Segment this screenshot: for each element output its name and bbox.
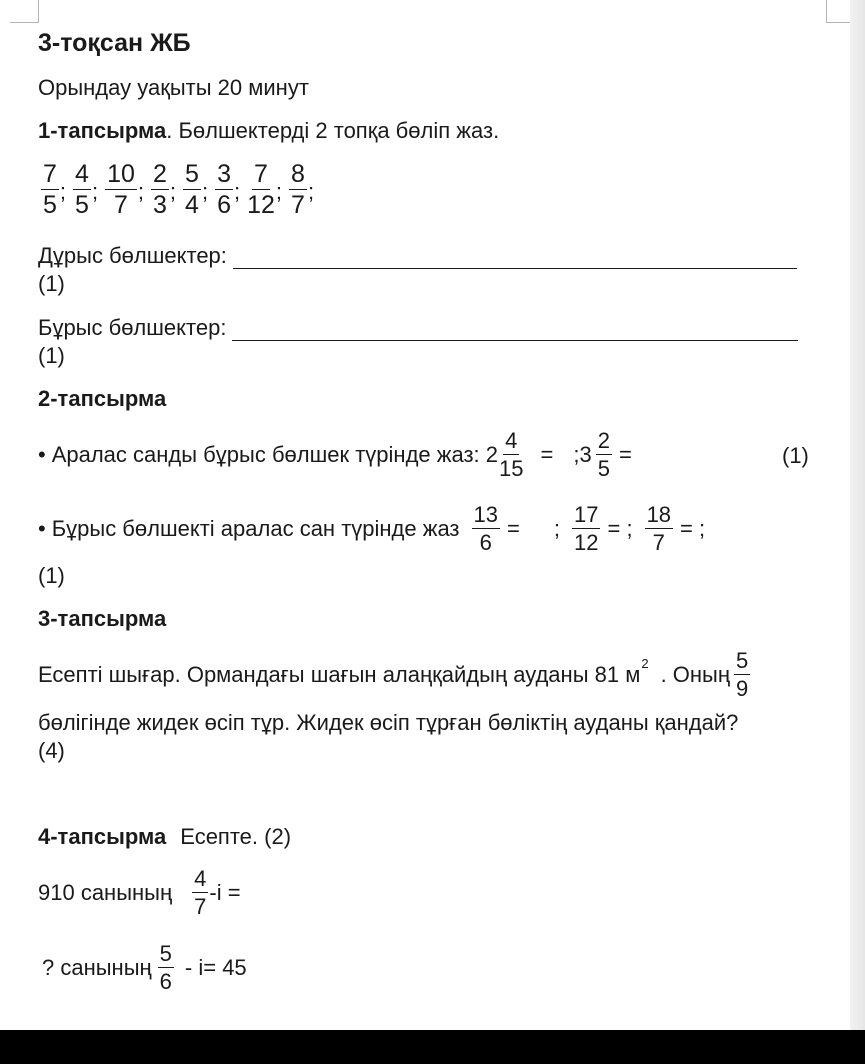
denominator: 12 <box>574 530 599 555</box>
task4-row2-text: ? санының <box>42 955 152 980</box>
numerator: 2 <box>153 160 167 188</box>
denominator: 6 <box>479 530 492 555</box>
fraction-list <box>40 160 320 220</box>
improper-answer-line[interactable] <box>232 320 798 341</box>
denominator: 5 <box>597 456 610 481</box>
equals-sign: = <box>540 442 554 467</box>
equals-sign: = <box>618 442 632 467</box>
denominator: 3 <box>153 191 167 219</box>
task2-line2 <box>38 501 705 557</box>
denominator: 12 <box>247 191 275 219</box>
denominator: 7 <box>652 530 665 555</box>
task3-heading <box>38 606 166 632</box>
denominator: 7 <box>194 894 207 919</box>
separator: ; <box>275 179 283 204</box>
task4-row1 <box>38 864 241 922</box>
task1-label: 1-тапсырма <box>38 118 167 143</box>
task2-line2-points: (1) <box>38 563 65 588</box>
task4-label: 4-тапсырма <box>38 824 167 849</box>
proper-label: Дұрыс бөлшектер: <box>38 243 227 268</box>
numerator: 7 <box>254 160 268 188</box>
task3-label: 3-тапсырма <box>38 606 167 631</box>
fraction-item <box>289 162 307 218</box>
proper-answer-line[interactable] <box>233 248 797 269</box>
separator: ; <box>169 179 177 204</box>
denominator: 6 <box>159 969 172 994</box>
mixed-2-int: ;3 <box>573 442 592 467</box>
denominator: 5 <box>75 191 89 219</box>
task3-line1 <box>38 645 751 705</box>
proper-points: (1) <box>38 271 65 296</box>
task3-text-b: . Оның <box>660 662 731 687</box>
numerator: 4 <box>194 866 207 891</box>
mixed-fraction-2 <box>596 430 612 480</box>
task3-text-a: Есепті шығар. Ормандағы шағын алаңқайдың ауданы 81 м <box>38 662 641 687</box>
task4-text: Есепте. (2) <box>180 824 292 849</box>
task1-heading <box>38 118 499 144</box>
denominator: 5 <box>43 191 57 219</box>
task2-line1-points: (1) <box>782 443 809 468</box>
task4-row2-after: - і= 45 <box>184 955 247 980</box>
bottom-black-bar <box>0 1030 865 1064</box>
fraction-item <box>73 162 91 218</box>
separator: ; <box>137 179 144 204</box>
proper-fractions-row <box>38 243 797 269</box>
task1-text: . Бөлшектерді 2 топқа бөліп жаз. <box>166 118 500 143</box>
numerator: 4 <box>505 428 518 453</box>
fraction-item <box>41 162 59 218</box>
denominator: 9 <box>736 676 749 701</box>
improper-fraction-3 <box>645 504 673 554</box>
numerator: 10 <box>107 160 135 188</box>
task4-row1-text: 910 санының <box>38 880 173 905</box>
task3-points: (4) <box>38 738 65 763</box>
denominator: 6 <box>217 191 231 219</box>
numerator: 5 <box>159 941 172 966</box>
task2-heading <box>38 386 166 412</box>
task2-line2-text: Бұрыс бөлшекті аралас сан түрінде жаз <box>51 516 460 541</box>
task4-row1-after: -і = <box>209 880 241 905</box>
task4-heading <box>38 824 291 850</box>
equals-semicolon: = ; <box>607 516 633 541</box>
page-edge-shadow <box>850 0 865 1064</box>
numerator: 5 <box>736 648 749 673</box>
time-info: Орындау уақыты 20 минут <box>38 75 309 100</box>
task2-line1 <box>38 428 632 482</box>
denominator: 7 <box>291 191 305 219</box>
crop-mark-top-right <box>826 0 851 23</box>
bullet-icon: • <box>38 442 46 467</box>
task3-fraction <box>734 650 750 700</box>
mixed-fraction-1 <box>499 430 523 480</box>
numerator: 18 <box>646 502 672 527</box>
denominator: 15 <box>499 456 524 481</box>
task4-row2-fraction <box>158 943 174 993</box>
fraction-item <box>215 162 233 218</box>
denominator: 4 <box>185 191 199 219</box>
improper-points: (1) <box>38 343 65 368</box>
numerator: 5 <box>185 160 199 188</box>
improper-fractions-row <box>38 315 798 341</box>
improper-fraction-2 <box>572 504 600 554</box>
numerator: 17 <box>574 502 599 527</box>
fraction-item <box>247 162 275 218</box>
fraction-item <box>105 162 137 218</box>
task3-text-c: бөлігінде жидек өсіп тұр. Жидек өсіп тұрған бөліктің ауданы қандай? <box>38 710 739 735</box>
task4-row2 <box>42 939 247 997</box>
numerator: 13 <box>473 502 499 527</box>
numerator: 4 <box>75 160 89 188</box>
fraction-item <box>183 162 201 218</box>
task2-line1-text: Аралас санды бұрыс бөлшек түрінде жаз: 2 <box>51 442 499 467</box>
task2-label: 2-тапсырма <box>38 386 167 411</box>
bullet-icon: • <box>38 516 46 541</box>
superscript: 2 <box>641 656 649 671</box>
separator: ; <box>307 179 315 204</box>
equals-sign: = <box>507 516 520 541</box>
task4-row1-fraction <box>192 868 208 918</box>
numerator: 2 <box>597 428 610 453</box>
separator: ; <box>91 179 99 204</box>
denominator: 7 <box>114 191 128 219</box>
numerator: 7 <box>43 160 57 188</box>
improper-fraction-1 <box>472 504 500 554</box>
equals-semicolon: = ; <box>680 516 706 541</box>
numerator: 3 <box>217 160 231 188</box>
crop-mark-top-left <box>10 0 39 23</box>
separator: ; <box>59 179 67 204</box>
semicolon: ; <box>553 516 560 541</box>
separator: ; <box>233 179 241 204</box>
improper-label: Бұрыс бөлшектер: <box>38 315 227 340</box>
numerator: 8 <box>291 160 305 188</box>
separator: ; <box>201 179 209 204</box>
fraction-item <box>151 162 169 218</box>
page-title: 3-тоқсан ЖБ <box>38 29 191 57</box>
